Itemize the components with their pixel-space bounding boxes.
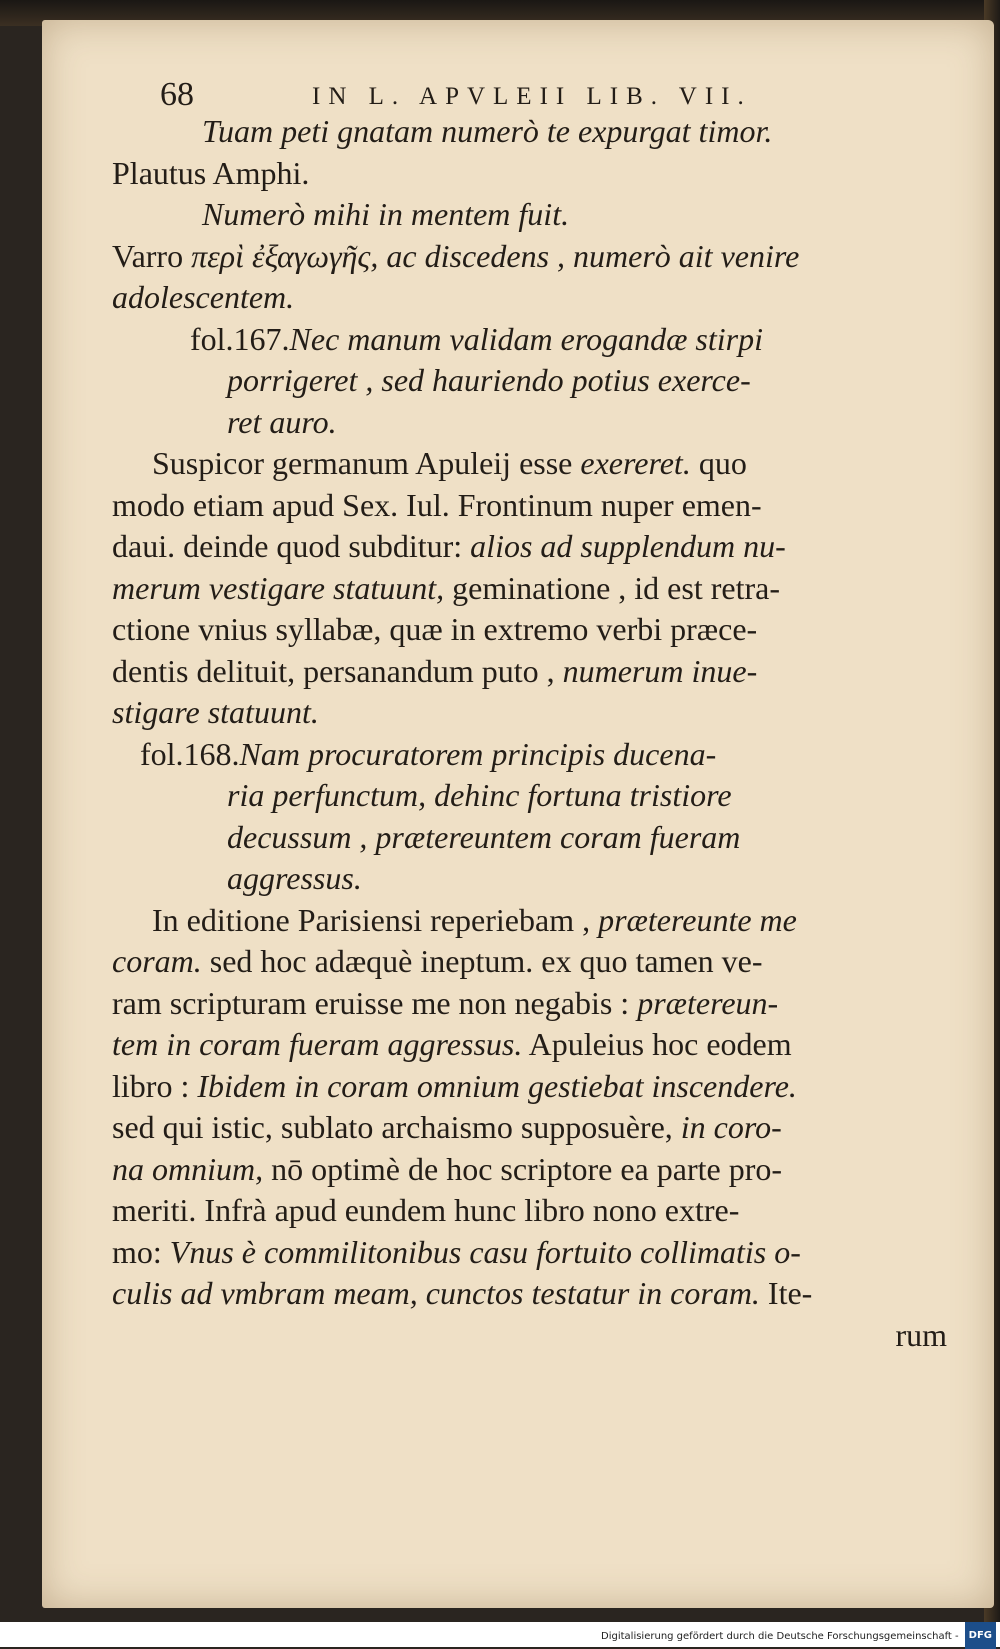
text-line	[112, 734, 947, 776]
text-line: ret auro.	[227, 403, 337, 440]
footer-text: Digitalisierung gefördert durch die Deutsche Forschungsgemeinschaft -	[601, 1630, 959, 1642]
text-span: sed hoc adæquè ineptum. ex quo tamen ve-	[201, 943, 763, 979]
text-line: aggressus.	[227, 860, 362, 896]
text-line: stigare statuunt.	[112, 694, 319, 730]
text-span: merum vestigare statuunt,	[112, 569, 445, 606]
lemma-text: Nec manum validam erogandæ stirpi	[289, 320, 763, 357]
page-header	[112, 70, 947, 111]
text-span: culis ad vmbram meam, cunctos testatur in coram.	[112, 1275, 760, 1311]
text-span: nō optimè de hoc scriptore ea parte pro-	[263, 1150, 783, 1187]
page-number: 68	[160, 76, 194, 113]
text-span: mo:	[112, 1233, 170, 1270]
text-line: ria perfunctum, dehinc fortuna tristiore	[227, 777, 732, 813]
text-span: Ibidem in coram omnium gestiebat inscendere.	[197, 1067, 797, 1104]
digitization-footer	[0, 1622, 1000, 1647]
text-line	[112, 1149, 947, 1191]
text-span: , ac discedens , numerò ait venire	[370, 237, 800, 274]
text-span: dentis delituit, persanandum puto ,	[112, 652, 563, 689]
dfg-logo-icon: DFG	[965, 1622, 996, 1649]
text-line	[112, 651, 947, 693]
text-span: daui. deinde quod subditur:	[112, 528, 471, 564]
text-line	[112, 1066, 947, 1108]
text-span: tem in coram fueram aggressus.	[112, 1026, 523, 1062]
text-line: ctione vnius syllabæ, quæ in extremo verbi præce-	[112, 611, 758, 647]
text-line	[112, 900, 947, 942]
text-line	[112, 1107, 947, 1149]
text-line	[112, 443, 947, 485]
text-line	[112, 319, 947, 361]
lemma-text: Nam procuratorem principis ducena-	[239, 735, 717, 772]
text-line: modo etiam apud Sex. Iul. Frontinum nuper emen-	[112, 486, 762, 523]
text-line	[112, 941, 947, 983]
text-line: Plautus Amphi.	[112, 154, 310, 191]
text-span: libro :	[112, 1067, 198, 1104]
text-span: Apuleius hoc eodem	[522, 1026, 792, 1062]
text-span: numerum inue-	[562, 652, 758, 689]
text-line	[112, 236, 947, 278]
text-span: alios ad supplendum nu-	[470, 528, 786, 564]
text-span: sed qui istic, sublato archaismo supposuère,	[112, 1109, 681, 1145]
text-line	[112, 1232, 947, 1274]
text-span: Vnus è commilitonibus casu fortuito collimatis o-	[169, 1233, 801, 1270]
folio-ref: fol.168.	[140, 735, 240, 772]
text-span: ram scripturam eruisse me non negabis :	[112, 984, 638, 1021]
text-span: Varro	[112, 237, 192, 274]
text-line: meriti. Infrà apud eundem hunc libro nono extre-	[112, 1192, 740, 1228]
text-line: Tuam peti gnatam numerò te expurgat timor.	[202, 113, 773, 149]
text-line	[112, 526, 947, 568]
text-line: decussum , prætereuntem coram fueram	[227, 818, 741, 855]
running-title: IN L. APVLEII LIB. VII.	[312, 83, 752, 110]
text-span: Ite-	[759, 1275, 813, 1311]
catchword: rum	[895, 1316, 947, 1353]
text-span: coram.	[112, 943, 202, 979]
text-span: prætereun-	[637, 984, 779, 1021]
text-span: In editione Parisiensi reperiebam ,	[152, 901, 599, 938]
text-line	[112, 1273, 947, 1315]
text-span: quo	[690, 445, 747, 481]
folio-ref: fol.167.	[190, 320, 290, 357]
text-line: Numerò mihi in mentem fuit.	[202, 196, 570, 232]
text-span: prætereunte me	[598, 901, 797, 938]
text-line: adolescentem.	[112, 279, 295, 315]
greek-span: περὶ ἐξαγωγῆς	[191, 237, 371, 274]
text-line	[112, 1024, 947, 1066]
text-span: geminatione , id est retra-	[444, 569, 780, 606]
text-span: in coro-	[680, 1109, 782, 1145]
page-text	[112, 70, 947, 1356]
text-span: na omnium,	[112, 1150, 264, 1187]
text-line: porrigeret , sed hauriendo potius exerce-	[227, 362, 751, 398]
text-line	[112, 568, 947, 610]
text-span: Suspicor germanum Apuleij esse	[152, 445, 581, 481]
text-line	[112, 983, 947, 1025]
text-span: exereret.	[580, 445, 691, 481]
